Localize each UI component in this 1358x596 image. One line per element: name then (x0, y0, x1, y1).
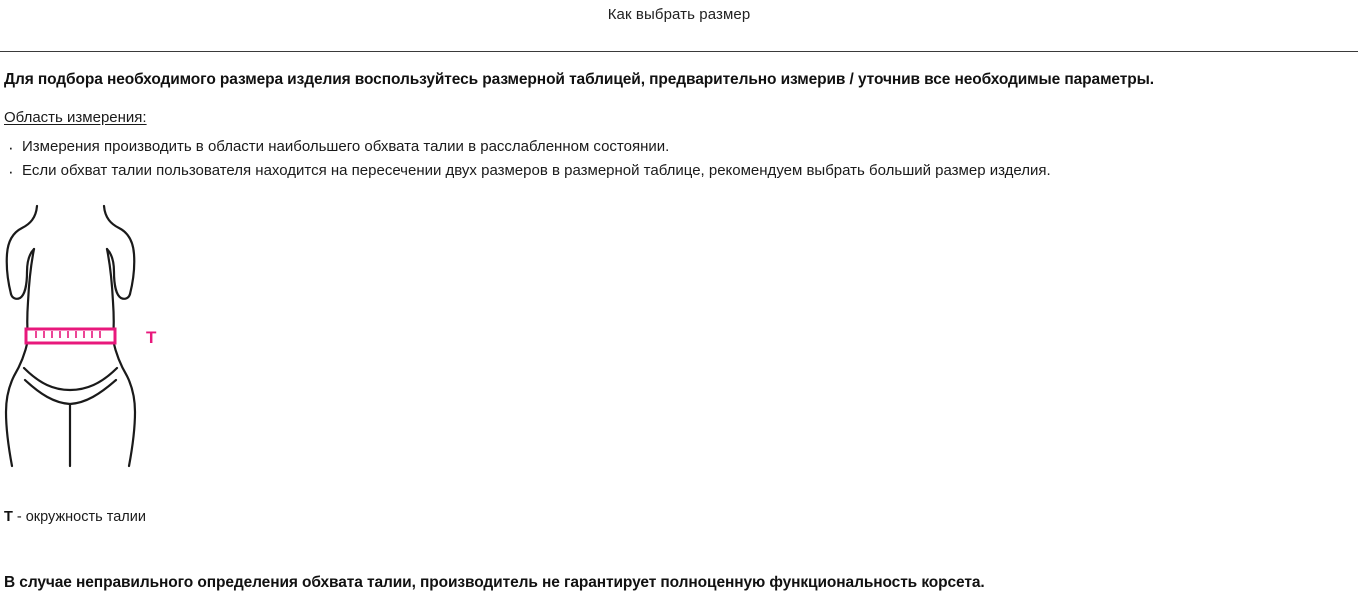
tape-label: Т (146, 327, 157, 347)
legend-text: - окружность талии (12, 509, 146, 525)
footnote: В случае неправильного определения обхвата талии, производитель не гарантирует полноценную функциональность корсета. (4, 573, 985, 591)
legend (4, 509, 146, 525)
list-item: · Измерения производить в области наибольшего обхвата талии в расслабленном состоянии. (4, 135, 1358, 159)
measurement-figure (0, 198, 1358, 488)
waist-tape-icon (26, 328, 157, 347)
intro-paragraph: Для подбора необходимого размера изделия воспользуйтесь размерной таблицей, предварительно измерив / уточнив все необходимые параметры. (4, 71, 1154, 88)
title-divider (0, 51, 1358, 52)
page-title: Как выбрать размер (607, 6, 751, 23)
section-label: Область измерения: (4, 109, 147, 126)
list-item: · Если обхват талии пользователя находится на пересечении двух размеров в размерной таблице, рекомендуем выбрать больший размер изделия. (4, 159, 1358, 183)
measurement-section (0, 89, 1358, 184)
torso-diagram (0, 198, 260, 488)
measurement-bullets (4, 135, 1358, 184)
legend-marker: Т (4, 509, 13, 525)
